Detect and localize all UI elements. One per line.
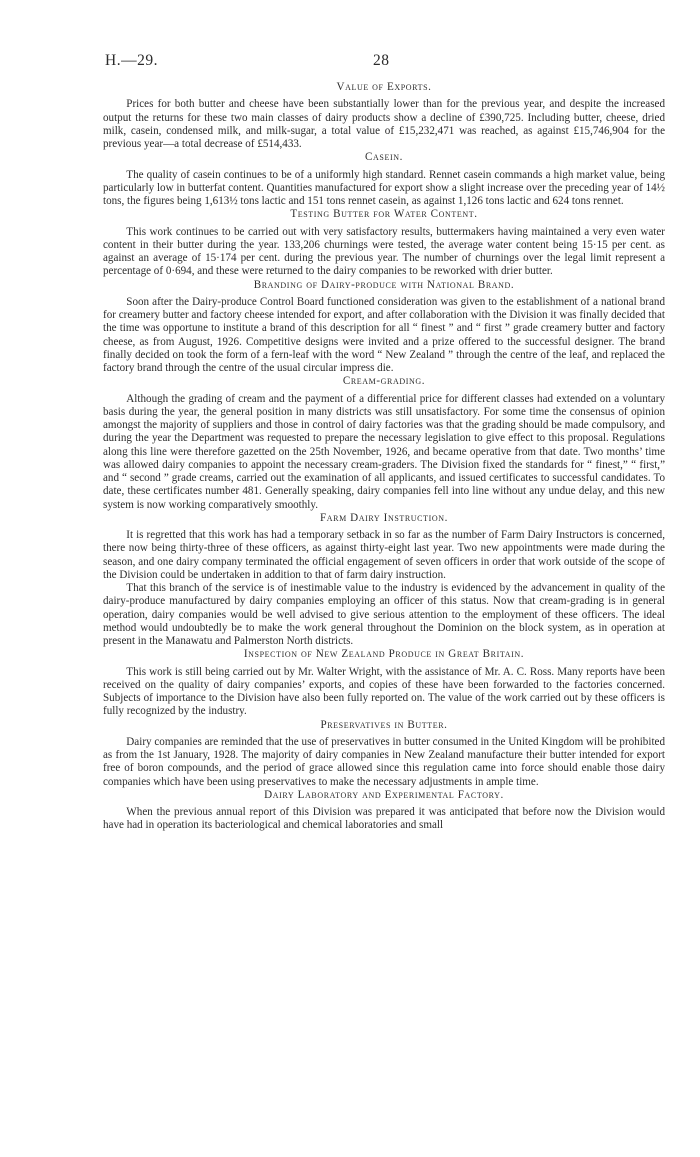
section-farm-dairy-instruction: [103, 512, 665, 649]
section-title: Dairy Laboratory and Experimental Factory.: [264, 788, 504, 801]
paragraph: It is regretted that this work has had a temporary setback in so far as the number of Farm Dairy Instructors is concerned, there now being thirty-three of these officers, as against thirty-eight last year. Two new appointments were made during the season, and one dairy company terminated the official engagement of seven officers in order that work outside of the scope of the Division could be undertaken in addition to that of farm dairy instruction.: [103, 529, 665, 581]
paragraph: Dairy companies are reminded that the use of preservatives in butter consumed in the United Kingdom will be prohibited as from the 1st January, 1928. The majority of dairy companies in New Zealand manufacture their butter intended for export free of boron compounds, and the period of grace allowed since this regulation came into force should enable those dairy companies which have been using preservatives to make the necessary adjustments in ample time.: [103, 735, 665, 788]
section-value-of-exports: [103, 81, 665, 151]
page-body: [103, 81, 665, 833]
section-title: Inspection of New Zealand Produce in Great Britain.: [243, 648, 525, 661]
page-number: 28: [373, 52, 390, 69]
section-title: Farm Dairy Instruction.: [319, 511, 448, 524]
section-title: Casein.: [365, 151, 403, 164]
paragraph: This work is still being carried out by Mr. Walter Wright, with the assistance of Mr. A. C. Ross. Many reports have been received on the quality of dairy companies’ exports, and copies of these have been forwarded to the factories concerned. Subjects of importance to the Division have also been fully reported on. The value of the work carried out by these officers is fully recognized by the industry.: [103, 665, 665, 718]
paragraph: Soon after the Dairy-produce Control Board functioned consideration was given to the establishment of a national brand for creamery butter and factory cheese intended for export, and after collaboration with the Division it was finally decided that the time was opportune to institute a brand of this description for all “ finest ” and “ first ” grade creamery butter and factory cheese, as from August, 1926. Competitive designs were invited and a prize offered to the successful designer. The brand finally decided on took the form of a fern-leaf with the word “ New Zealand ” through the centre of the leaf, and replaced the factory brand through the centre of the usual circular impress die.: [103, 295, 665, 374]
section-testing-butter: [103, 208, 665, 278]
paragraph: This work continues to be carried out with very satisfactory results, buttermakers having maintained a very even water content in their butter during the year. 133,206 churnings were tested, the average water content being 15·15 per cent. as against an average of 15·174 per cent. during the previous year. The number of churnings over the legal limit represent a percentage of 0·694, and these were returned to the dairy companies to be reworked with drier butter.: [103, 225, 665, 278]
section-title: Cream-grading.: [342, 375, 426, 388]
section-title: Branding of Dairy-produce with National Brand.: [253, 278, 515, 291]
paragraph: When the previous annual report of this Division was prepared it was anticipated that before now the Division would have had in operation its bacteriological and chemical laboratories and small: [103, 806, 665, 832]
section-title: Testing Butter for Water Content.: [290, 208, 478, 221]
page-header: [105, 52, 665, 72]
section-preservatives: [103, 719, 665, 789]
paragraph: The quality of casein continues to be of a uniformly high standard. Rennet casein commands a high market value, being particularly low in butterfat content. Quantities manufactured for export show a slight increase over the preceding year of 14½ tons, the figures being 1,613½ tons lactic and 151 tons rennet casein, as against 1,126 tons lactic and 624 tons rennet.: [103, 168, 665, 207]
section-title: Value of Exports.: [336, 81, 432, 93]
section-cream-grading: [103, 375, 665, 512]
section-title: Preservatives in Butter.: [320, 718, 448, 731]
section-dairy-laboratory: [103, 789, 665, 833]
paragraph: Prices for both butter and cheese have been substantially lower than for the previous year, and despite the increased output the returns for these two main classes of dairy products show a decline of £390,725. Including butter, cheese, dried milk, casein, condensed milk, and milk-sugar, a total value of £15,232,471 was reached, as against £15,746,904 for the previous year—a total decrease of £514,433.: [103, 98, 665, 150]
section-national-brand: [103, 279, 665, 376]
section-inspection-great-britain: [103, 648, 665, 718]
section-casein: [103, 151, 665, 208]
paragraph: Although the grading of cream and the payment of a differential price for different classes had extended on a voluntary basis during the year, the general position in many districts was still unsatisfactory. For some time the consensus of opinion amongst the majority of suppliers and those in control of dairy factories was that the grading should be made compulsory, and during the year the Department was requested to prepare the necessary legislation to give effect to this proposal. Regulations along this line were therefore gazetted on the 25th November, 1926, and became operative from that date. Two months’ time was allowed dairy companies to appoint the necessary cream-graders. The Division fixed the standards for “ finest,” “ first,” and “ second ” grade creams, carried out the examination of all applicants, and issued certificates to successful candidates. To date, these certificates number 481. Generally speaking, dairy companies fell into line without any undue delay, and this new system is now working comparatively smoothly.: [103, 392, 665, 511]
paragraph: That this branch of the service is of inestimable value to the industry is evidenced by the advancement in quality of the dairy-produce manufactured by dairy companies employing an officer of this status. Now that cream-grading is in general operation, dairy companies would be well advised to give serious attention to the employment of these officers. The ideal method would undoubtedly be to make the work general throughout the Dominion on the block system, as in operation at present in the Manawatu and Palmerston North districts.: [103, 582, 665, 647]
document-reference: H.—29.: [105, 52, 158, 69]
